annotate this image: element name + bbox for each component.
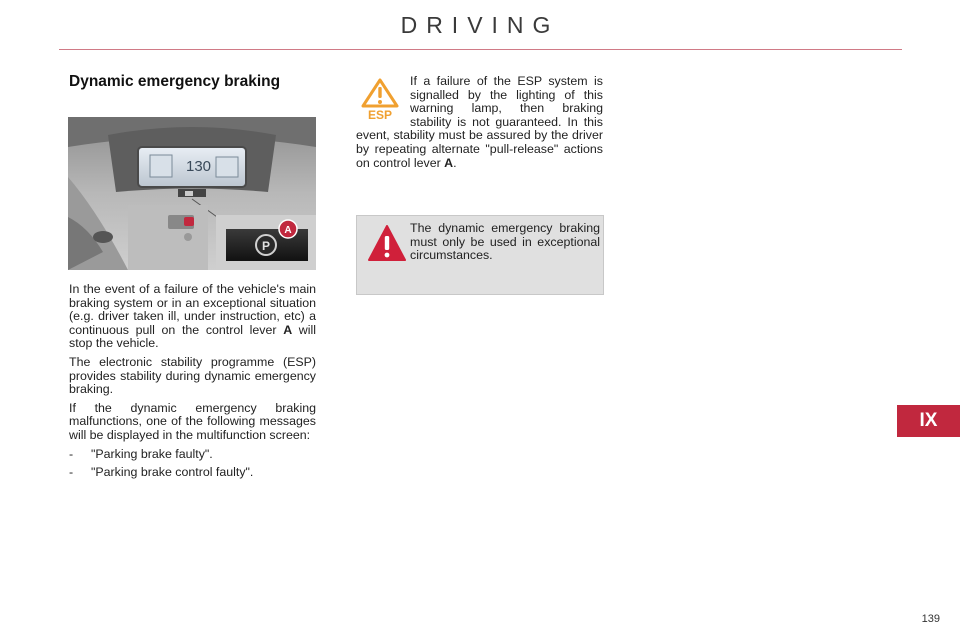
list-item-text: "Parking brake faulty". xyxy=(91,446,213,461)
list-item-text: "Parking brake control faulty". xyxy=(91,465,254,480)
esp-icon-label: ESP xyxy=(367,108,393,120)
page-number: 139 xyxy=(921,613,940,625)
paragraph-1-text: In the event of a failure of the vehicle's main braking system or in an exceptional situation (e.g. driver taken ill, under instruction, etc) a continuous pull on the control lever xyxy=(69,282,316,337)
display-speed: 130 xyxy=(186,158,212,175)
left-body-text xyxy=(69,283,316,485)
callout-a-label: A xyxy=(284,225,292,236)
warning-text: The dynamic emergency braking must only be used in exceptional circumstances. xyxy=(410,221,600,263)
chapter-tab[interactable]: IX xyxy=(897,405,960,437)
paragraph-parking-lever xyxy=(69,283,316,351)
esp-paragraph-text: If a failure of the ESP system is signalled by the lighting of this warning lamp, then braking stability is not guaranteed. In this event, stability must be assured by the driver by repeating alternate "pull-release" actions on control lever xyxy=(356,74,603,170)
exclamation-icon xyxy=(365,222,409,266)
lever-a-reference: A xyxy=(283,322,293,337)
dashboard-photo xyxy=(68,117,316,270)
esp-paragraph-end: . xyxy=(453,155,457,170)
list-item xyxy=(69,448,316,462)
paragraph-malfunction: If the dynamic emergency braking malfunctions, one of the following messages will be displayed in the multifunction screen: xyxy=(69,400,316,442)
list-dash: - xyxy=(69,446,74,461)
section-heading: Dynamic emergency braking xyxy=(69,73,281,90)
list-dash: - xyxy=(69,465,74,480)
esp-paragraph xyxy=(356,75,603,170)
dashboard-illustration xyxy=(68,117,316,270)
list-item xyxy=(69,466,316,480)
paragraph-esp: The electronic stability programme (ESP) provides stability during dynamic emergency braking. xyxy=(69,354,316,397)
parking-brake-symbol: P xyxy=(261,239,271,253)
lever-a-reference: A xyxy=(444,155,454,170)
title-divider xyxy=(59,49,902,50)
paragraph-1-end: will stop the vehicle. xyxy=(69,322,316,351)
warning-box xyxy=(356,215,604,295)
chapter-title: DRIVING xyxy=(400,12,560,38)
